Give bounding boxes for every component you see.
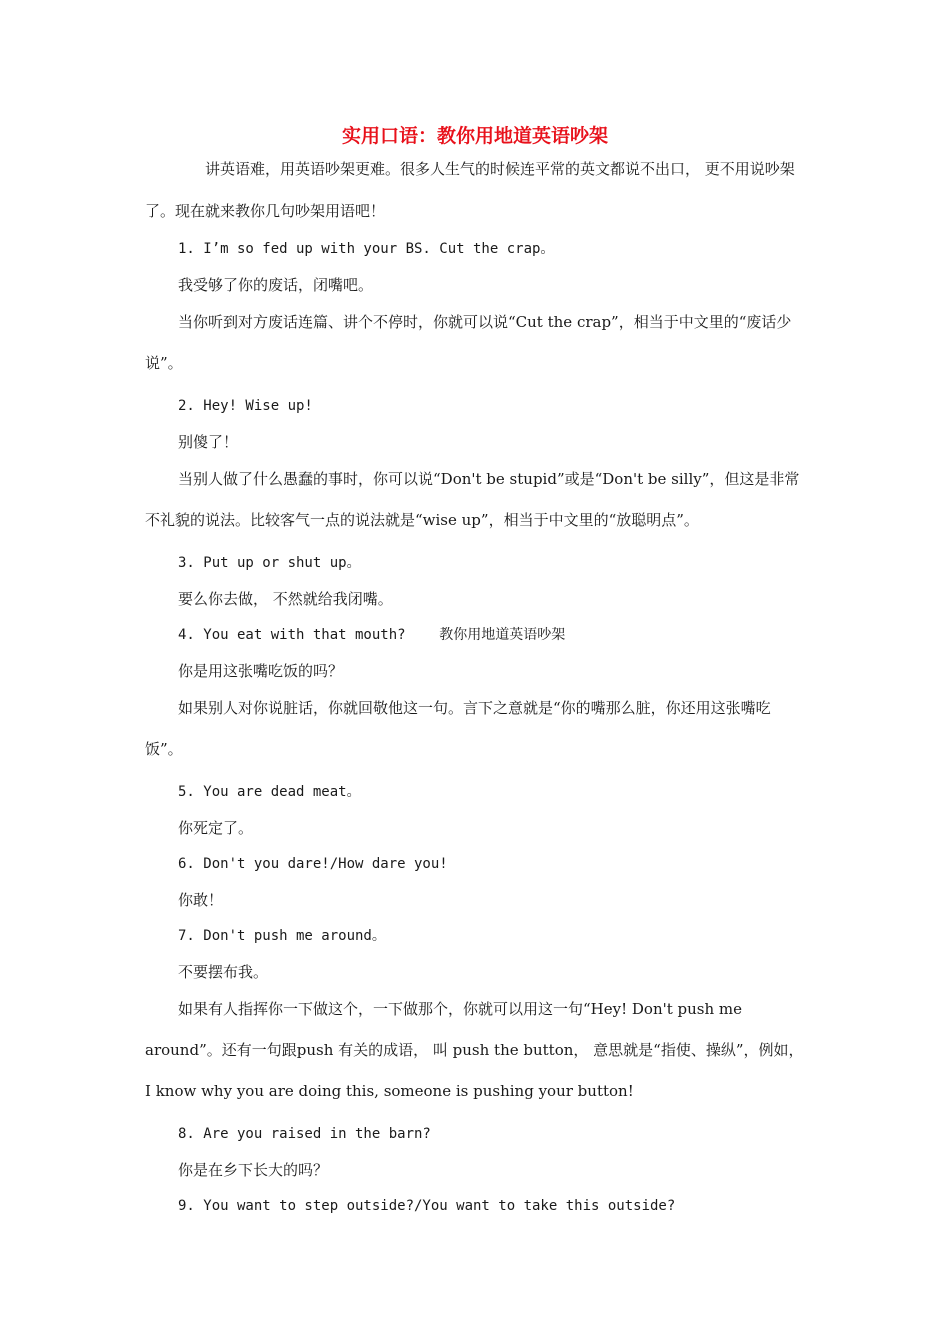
phrase-chinese: 要么你去做， 不然就给我闭嘴。 xyxy=(178,590,393,608)
phrase-chinese: 你敢！ xyxy=(178,891,224,909)
phrase-chinese: 你死定了。 xyxy=(178,819,254,837)
phrase-note: 当别人做了什么愚蠢的事时，你可以说“Don't be stupid”或是“Don't be silly”，但这是非常不礼貌的说法。比较客气一点的说法就是“wise up”，相当于中文里的“放聪明点”。 xyxy=(145,470,800,529)
phrase-chinese: 我受够了你的废话，闭嘴吧。 xyxy=(178,276,374,294)
phrase-english: 4. You eat with that mouth? 教你用地道英语吵架 xyxy=(178,627,566,643)
phrase-chinese: 你是在乡下长大的吗？ xyxy=(178,1161,329,1179)
phrase-note: 如果别人对你说脏话，你就回敬他这一句。言下之意就是“你的嘴那么脏，你还用这张嘴吃饭”。 xyxy=(145,699,771,758)
intro-paragraph: 讲英语难，用英语吵架更难。很多人生气的时候连平常的英文都说不出口， 更不用说吵架了。现在就来教你几句吵架用语吧！ xyxy=(145,160,795,220)
phrase-chinese: 你是用这张嘴吃饭的吗？ xyxy=(178,662,344,680)
phrase-english: 3. Put up or shut up。 xyxy=(178,555,361,571)
phrase-chinese: 别傻了！ xyxy=(178,433,239,451)
phrase-note: 如果有人指挥你一下做这个，一下做那个，你就可以用这一句“Hey! Don't push me around”。还有一句跟push 有关的成语， 叫 push the button， 意思就是“指使、操纵”，例如， I know why you are doing this, someone is pushing your button! xyxy=(145,1000,804,1100)
phrase-english: 7. Don't push me around。 xyxy=(178,928,386,944)
phrase-english: 6. Don't you dare!/How dare you! xyxy=(178,856,448,872)
phrase-english: 1. I’m so fed up with your BS. Cut the crap。 xyxy=(178,241,555,257)
phrase-note: 当你听到对方废话连篇、讲个不停时，你就可以说“Cut the crap”，相当于中文里的“废话少说”。 xyxy=(145,313,792,372)
phrase-english: 9. You want to step outside?/You want to take this outside? xyxy=(178,1198,676,1214)
phrase-chinese: 不要摆布我。 xyxy=(178,963,269,981)
phrase-english: 2. Hey! Wise up! xyxy=(178,398,313,414)
article-body xyxy=(145,148,807,1220)
phrase-english: 8. Are you raised in the barn? xyxy=(178,1126,431,1142)
page-title: 实用口语：教你用地道英语吵架 xyxy=(341,125,608,147)
phrase-english: 5. You are dead meat。 xyxy=(178,784,361,800)
